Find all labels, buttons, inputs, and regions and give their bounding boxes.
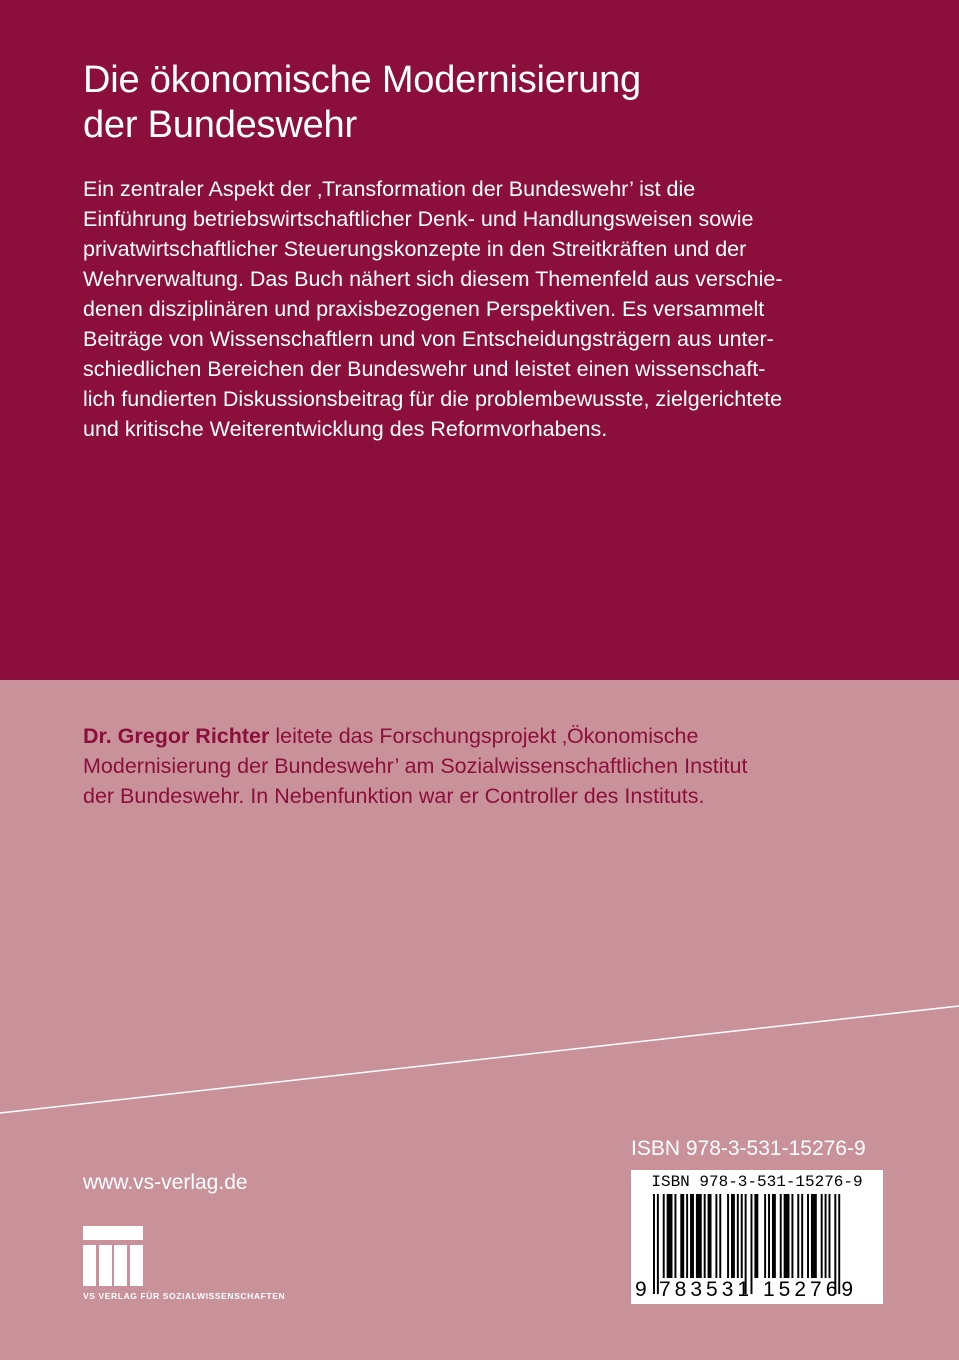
barcode-bar bbox=[719, 1194, 721, 1278]
barcode-bar bbox=[780, 1194, 782, 1278]
ean-left-group: 783531 bbox=[659, 1278, 754, 1301]
description-line: schiedlichen Bereichen der Bundeswehr und leistet einen wissenschaft- bbox=[83, 357, 766, 381]
vs-verlag-logo-icon bbox=[83, 1226, 145, 1288]
author-name: Dr. Gregor Richter bbox=[83, 724, 270, 748]
barcode-bar bbox=[727, 1194, 729, 1278]
barcode-isbn-text: ISBN 978-3-531-15276-9 bbox=[651, 1173, 863, 1191]
description-line: privatwirtschaftlicher Steuerungskonzepte in den Streitkräften und der bbox=[83, 237, 747, 261]
title-line: Die ökonomische Modernisierung bbox=[83, 59, 641, 101]
publisher-url: www.vs-verlag.de bbox=[83, 1171, 248, 1194]
barcode-bar bbox=[731, 1194, 735, 1278]
barcode-bar bbox=[754, 1194, 758, 1278]
barcode-bar bbox=[768, 1194, 770, 1278]
description-line: lich fundierten Diskussionsbeitrag für die problembewusste, zielgerichtete bbox=[83, 387, 783, 411]
barcode-bar bbox=[791, 1194, 793, 1278]
barcode-bar bbox=[704, 1194, 706, 1278]
barcode-bar bbox=[680, 1194, 684, 1278]
barcode-bar bbox=[764, 1194, 766, 1278]
barcode-bar bbox=[811, 1194, 817, 1278]
ean-first-digit: 9 bbox=[635, 1278, 647, 1301]
barcode-bar bbox=[667, 1194, 673, 1278]
author-bio-line bbox=[83, 721, 903, 751]
diagonal-divider-line bbox=[0, 1000, 959, 1120]
barcode-bar bbox=[741, 1194, 743, 1278]
isbn-label: ISBN 978-3-531-15276-9 bbox=[631, 1137, 866, 1160]
publisher-logo-text: VS VERLAG FÜR SOZIALWISSENSCHAFTEN bbox=[83, 1291, 286, 1301]
title-line: der Bundeswehr bbox=[83, 104, 357, 146]
barcode-bar bbox=[715, 1194, 717, 1278]
author-bio-text: leitete das Forschungsprojekt ‚Ökonomische bbox=[269, 724, 699, 748]
barcode-bar bbox=[690, 1194, 694, 1278]
barcode-bar bbox=[797, 1194, 799, 1278]
author-bio-line: Modernisierung der Bundeswehr’ am Sozialwissenschaftlichen Institut bbox=[83, 754, 748, 778]
book-description bbox=[83, 174, 903, 444]
description-line: Beiträge von Wissenschaftlern und von Entscheidungsträgern aus unter- bbox=[83, 327, 774, 351]
barcode-bar bbox=[821, 1194, 823, 1278]
barcode-bar bbox=[737, 1194, 739, 1278]
barcode-bar bbox=[825, 1194, 827, 1278]
description-line: Einführung betriebswirtschaftlicher Denk- und Handlungsweisen sowie bbox=[83, 207, 754, 231]
barcode-bar bbox=[784, 1194, 790, 1278]
barcode-bar bbox=[801, 1194, 803, 1278]
barcode bbox=[631, 1170, 883, 1304]
ean-right-group: 152769 bbox=[763, 1278, 858, 1301]
description-line: und kritische Weiterentwicklung des Reformvorhabens. bbox=[83, 417, 608, 441]
barcode-bar bbox=[708, 1194, 712, 1278]
author-bio-line: der Bundeswehr. In Nebenfunktion war er Controller des Instituts. bbox=[83, 784, 705, 808]
barcode-digits bbox=[631, 1278, 883, 1304]
description-line: Wehrverwaltung. Das Buch nähert sich diesem Themenfeld aus verschie- bbox=[83, 267, 783, 291]
barcode-bar bbox=[686, 1194, 688, 1278]
barcode-bar bbox=[696, 1194, 702, 1278]
barcode-bar bbox=[663, 1194, 665, 1278]
barcode-bar bbox=[772, 1194, 776, 1278]
book-title bbox=[83, 58, 903, 148]
barcode-bar bbox=[807, 1194, 809, 1278]
author-bio bbox=[83, 721, 903, 811]
barcode-bar bbox=[829, 1194, 831, 1278]
description-line: denen disziplinären und praxisbezogenen Perspektiven. Es versammelt bbox=[83, 297, 765, 321]
barcode-bar bbox=[674, 1194, 676, 1278]
description-line: Ein zentraler Aspekt der ‚Transformation der Bundeswehr’ ist die bbox=[83, 177, 696, 201]
